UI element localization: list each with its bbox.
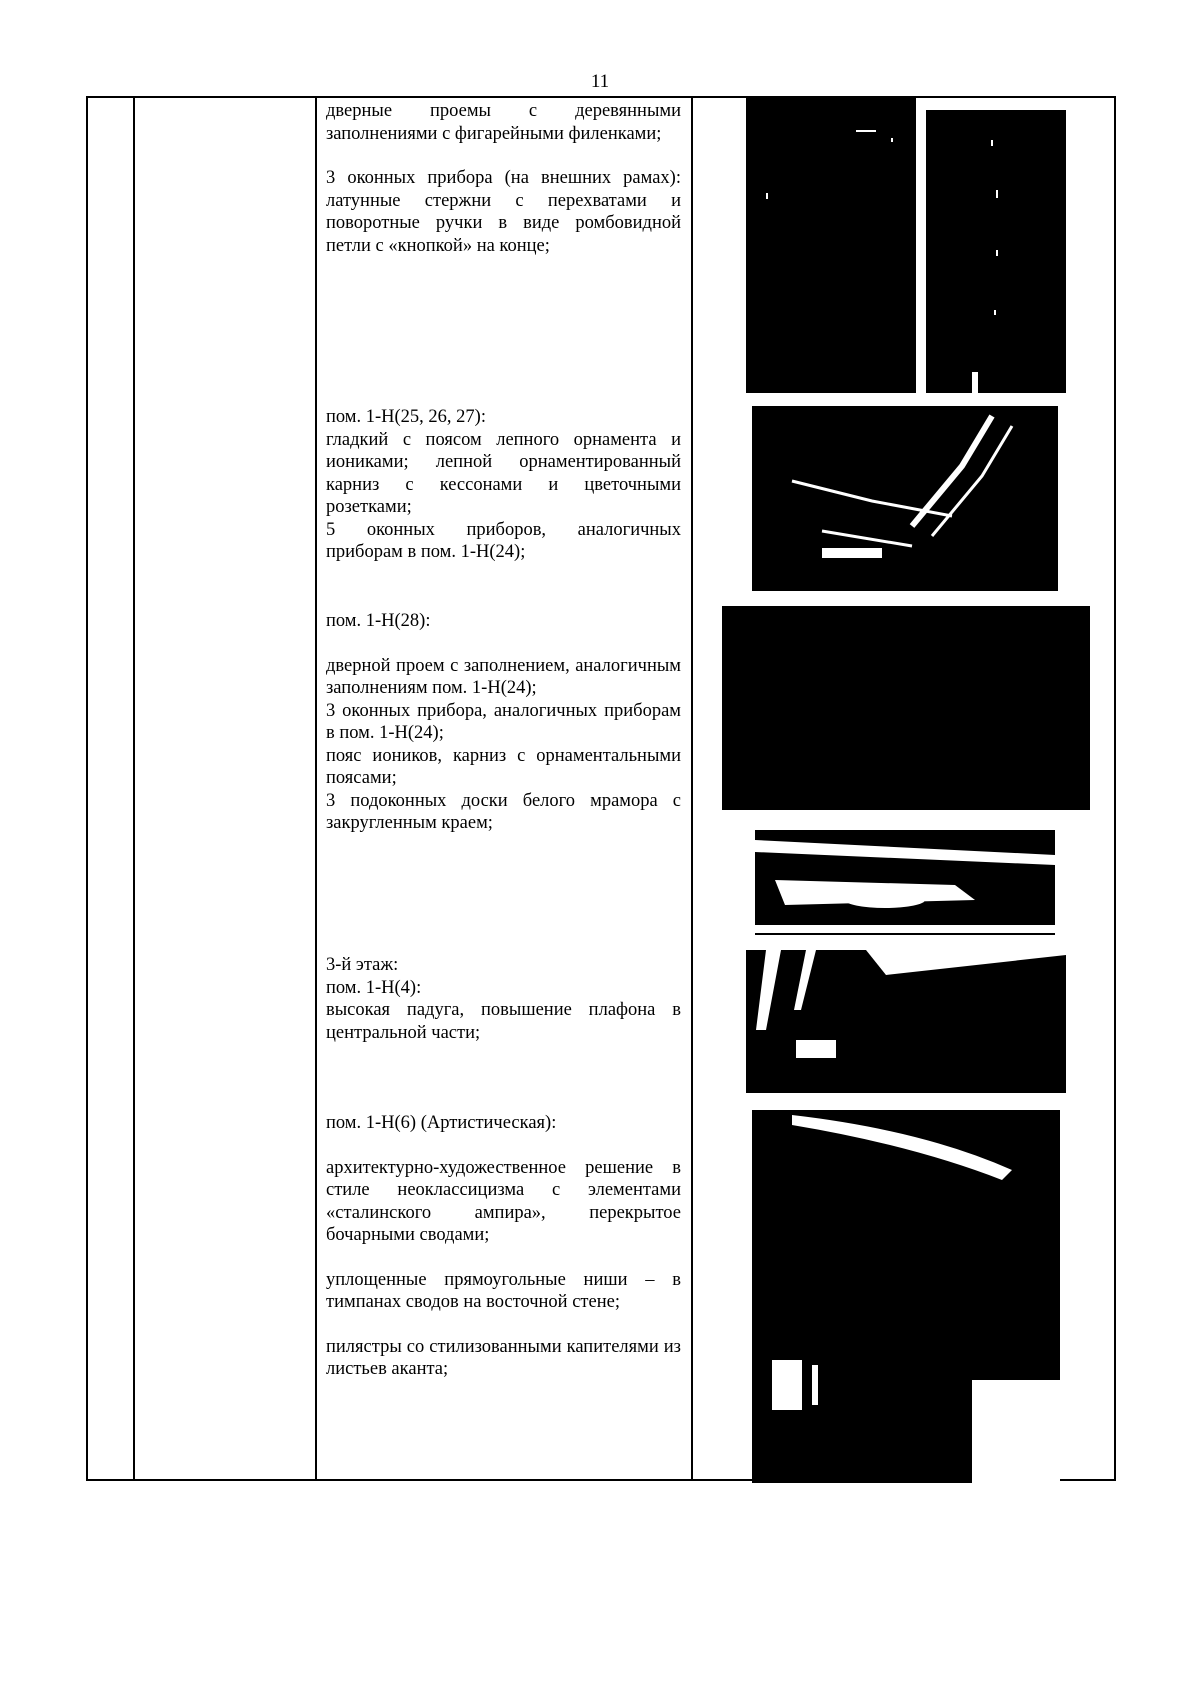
block-third-floor	[326, 954, 681, 1044]
block-room-28	[326, 610, 681, 835]
paragraph-heading: 3-й этаж:	[326, 955, 399, 975]
photo-door	[746, 98, 916, 393]
photo-artist-room	[752, 1110, 1060, 1483]
column-divider-3	[691, 96, 693, 1481]
paragraph: 5 оконных приборов, аналогичных приборам в пом. 1-Н(24);	[326, 519, 681, 562]
paragraph-heading: пом. 1-Н(4):	[326, 977, 422, 998]
photo-windowsill	[755, 830, 1055, 935]
paragraph-heading: пом. 1-Н(28):	[326, 611, 431, 631]
photo-third-floor	[746, 950, 1066, 1093]
photo-window	[926, 110, 1066, 393]
paragraph: гладкий с поясом лепного орнамента и иониками; лепной орнаментированный карниз с кессонами и цветочными розетками;	[326, 429, 681, 517]
paragraph: дверной проем с заполнением, аналогичным заполнениям пом. 1-Н(24);	[326, 655, 681, 698]
paragraph: дверные проемы с деревянными заполнениями с фигарейными филенками;	[326, 101, 681, 144]
column-divider-1	[133, 96, 135, 1481]
paragraph: 3 подоконных доски белого мрамора с закругленным краем;	[326, 790, 681, 833]
paragraph: архитектурно-художественное решение в стиле неоклассицизма с элементами «сталинского ампира», перекрытое бочарными сводами;	[326, 1157, 681, 1245]
photo-cornice	[752, 406, 1058, 591]
block-room-6	[326, 1112, 681, 1381]
paragraph: высокая падуга, повышение плафона в центральной части;	[326, 1000, 681, 1043]
paragraph-heading: пом. 1-Н(25, 26, 27):	[326, 407, 486, 427]
page-number: 11	[590, 71, 610, 92]
photo-room-28	[722, 606, 1090, 810]
paragraph: пояс иоников, карниз с орнаментальными поясами;	[326, 745, 681, 788]
block-room-25-27	[326, 406, 681, 564]
paragraph: 3 оконных прибора (на внешних рамах): латунные стержни с перехватами и поворотные ручки в виде ромбовидной петли с «кнопкой» на конце;	[326, 168, 681, 256]
column-divider-2	[315, 96, 317, 1481]
paragraph: уплощенные прямоугольные ниши – в тимпанах сводов на восточной стене;	[326, 1269, 681, 1312]
paragraph: 3 оконных прибора, аналогичных приборам в пом. 1-Н(24);	[326, 700, 681, 743]
paragraph: пилястры со стилизованными капителями из листьев аканта;	[326, 1336, 681, 1379]
paragraph-heading: пом. 1-Н(6) (Артистическая):	[326, 1113, 557, 1133]
block-doors-windows	[326, 100, 681, 257]
